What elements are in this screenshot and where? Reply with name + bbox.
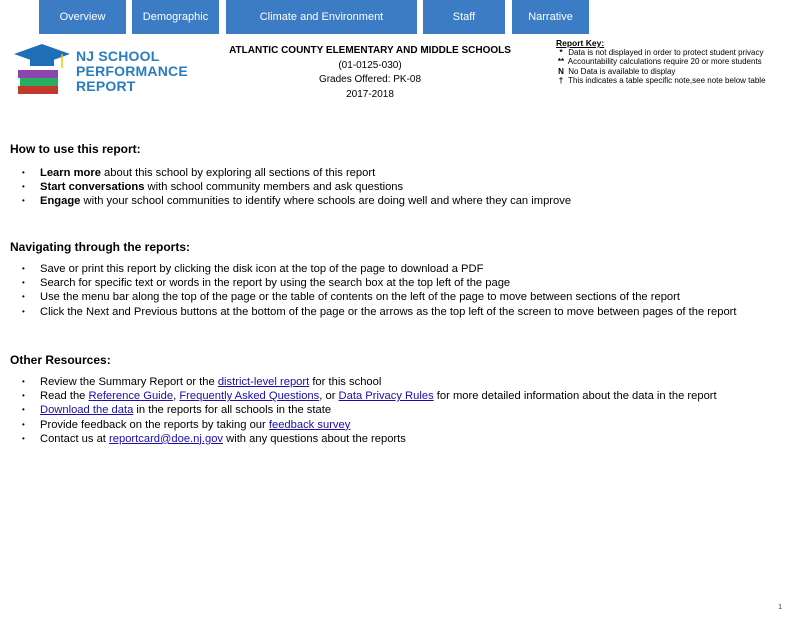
list-item: • Contact us at reportcard@doe.nj.gov with any questions about the reports [22, 432, 782, 446]
tab-narrative[interactable]: Narrative [512, 0, 589, 34]
list-item: • Review the Summary Report or the district-level report for this school [22, 375, 782, 389]
other-resources-heading: Other Resources: [10, 353, 111, 367]
logo-line-2: PERFORMANCE [76, 63, 188, 79]
list-item: • Engage with your school communities to identify where schools are doing well and where they can improve [22, 194, 782, 208]
list-item: • Click the Next and Previous buttons at the bottom of the page or the arrows as the top left of the screen to move between pages of the report [22, 305, 782, 319]
list-item: • Learn more about this school by exploring all sections of this report [22, 166, 782, 180]
nj-school-performance-report-logo [12, 40, 187, 100]
navigating-heading: Navigating through the reports: [10, 240, 190, 254]
logo-line-3: REPORT [76, 78, 136, 94]
other-resources-list [22, 375, 782, 446]
tab-climate-environment[interactable]: Climate and Environment [226, 0, 417, 34]
faq-link[interactable]: Frequently Asked Questions [179, 390, 320, 403]
logo-line-1: NJ SCHOOL [76, 48, 160, 64]
feedback-survey-link[interactable]: feedback survey [268, 418, 351, 431]
school-name: ATLANTIC COUNTY ELEMENTARY AND MIDDLE SCHOOLS [229, 45, 511, 56]
how-to-use-heading: How to use this report: [10, 142, 141, 156]
report-key [556, 39, 766, 85]
school-header [205, 44, 535, 102]
data-privacy-rules-link[interactable]: Data Privacy Rules [338, 390, 434, 403]
graduation-cap-books-icon [12, 40, 74, 100]
report-key-title: Report Key: [556, 38, 605, 48]
how-to-use-list [22, 166, 782, 209]
report-key-item: N No Data is available to display [558, 66, 676, 76]
list-item: • Save or print this report by clicking the disk icon at the top of the page to download a PDF [22, 262, 782, 276]
reference-guide-link[interactable]: Reference Guide [88, 390, 174, 403]
list-item: • Read the Reference Guide, Frequently Asked Questions, or Data Privacy Rules for more detailed information about the data in the report [22, 389, 782, 403]
district-report-link[interactable]: district-level report [217, 376, 310, 388]
list-item: • Use the menu bar along the top of the page or the table of contents on the left of the page to move between sections of the report [22, 290, 782, 304]
school-code: (01-0125-030) [338, 59, 402, 71]
list-item: • Start conversations with school community members and ask questions [22, 180, 782, 194]
tab-demographic[interactable]: Demographic [132, 0, 219, 34]
list-item: • Download the data in the reports for all schools in the state [22, 403, 782, 417]
report-key-item: * Data is not displayed in order to protect student privacy [559, 48, 764, 58]
report-key-item: † This indicates a table specific note,see note below table [558, 75, 766, 85]
list-item: • Provide feedback on the reports by taking our feedback survey [22, 418, 782, 432]
page-number: 1 [778, 604, 782, 611]
grades-offered: Grades Offered: PK-08 [318, 74, 422, 85]
contact-email-link[interactable]: reportcard@doe.nj.gov [109, 432, 224, 445]
tab-overview[interactable]: Overview [39, 0, 126, 34]
report-key-item: ** Accountability calculations require 20 or more students [557, 57, 762, 67]
tab-staff[interactable]: Staff [423, 0, 505, 34]
download-data-link[interactable]: Download the data [40, 404, 134, 417]
list-item: • Search for specific text or words in the report by using the search box at the top left of the page [22, 276, 782, 290]
navigating-list [22, 262, 782, 319]
school-year: 2017-2018 [346, 88, 394, 100]
